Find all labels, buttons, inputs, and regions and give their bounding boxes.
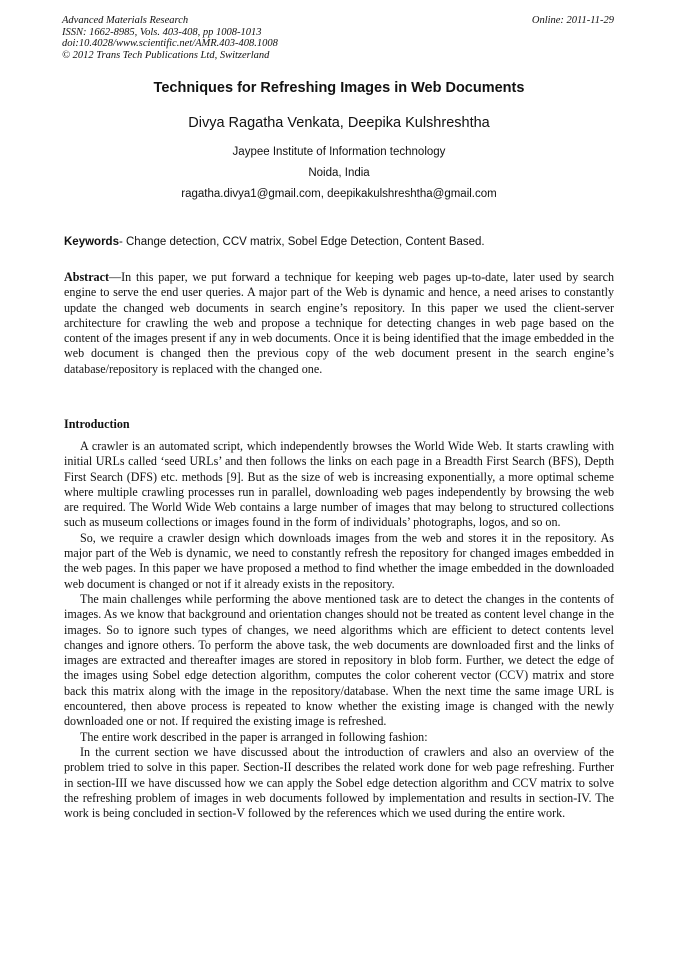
intro-paragraph: The main challenges while performing the above mentioned task are to detect the changes in the contents of images. As we know that background and orientation changes should not be treated as content level change in the images. So to ignore such types of changes, we need algorithms which are efficient to detect contents level changes and ignore others. To perform the above task, the web documents are downloaded first and the links of images are extracted and thereafter images are stored in repository in blob form. Further, we detect the edge of the images using Sobel edge detection algorithm, computes the color coherent vector (CCV) matrix and store back this matrix along with the image in the repository/database. When the next time the same image URL is encountered, then above process is repeated to know whether the existing image is changed with the newly downloaded one or not. If required the existing image is refreshed. bbox=[64, 591, 614, 729]
author-emails: ragatha.divya1@gmail.com, deepikakulshreshtha@gmail.com bbox=[181, 188, 497, 200]
intro-paragraph: So, we require a crawler design which downloads images from the web and stores it in the repository. As major part of the Web is dynamic, we need to constantly refresh the repository for changed images embedded in the web pages. In this paper we have proposed a method to find whether the image embedded in the downloaded web document is changed or not if it already exists in the repository. bbox=[64, 530, 614, 591]
abstract-block bbox=[64, 270, 614, 377]
abstract-text: —In this paper, we put forward a technique for keeping web pages up-to-date, later used by search engine to serve the end user queries. A major part of the Web is dynamic and hence, a need arises to constantly update the changed web documents in search engine’s repository. In this paper we used the client-server architecture for crawling the web and propose a technique for detecting changes in web page based on the content of the images present if any in web documents. Once it is being identified that the image embedded in the web document is changed then the previous copy of the web document present in the search engine’s database/repository is replaced with the changed one. bbox=[64, 270, 614, 376]
journal-name: Advanced Materials Research bbox=[62, 15, 189, 26]
copyright-line: © 2012 Trans Tech Publications Ltd, Switzerland bbox=[62, 49, 270, 61]
abstract-label: Abstract bbox=[64, 270, 110, 284]
affiliation-location: Noida, India bbox=[308, 167, 370, 179]
affiliation-institute: Jaypee Institute of Information technology bbox=[232, 146, 446, 158]
author-list: Divya Ragatha Venkata, Deepika Kulshreshtha bbox=[188, 115, 490, 131]
doi-line: doi:10.4028/www.scientific.net/AMR.403-408.1008 bbox=[62, 38, 278, 49]
intro-paragraph: A crawler is an automated script, which independently browses the World Wide Web. It starts crawling with initial URLs called ‘seed URLs’ and then follows the links on each page in a Breadth First Search (BFS), Depth First Search (DFS) etc. methods [9]. But as the size of web is increasing exponentially, a more optimal scheme where multiple crawling processes run in parallel, downloading web pages independently by browsing the web are required. The World Wide Web contains a large number of images that may belong to structured collections such as museum collections or images found in the form of individuals’ photographs, logos, and so on. bbox=[64, 439, 614, 530]
online-date: Online: 2011-11-29 bbox=[531, 15, 614, 26]
paper-title: Techniques for Refreshing Images in Web Documents bbox=[153, 80, 525, 96]
intro-paragraph: In the current section we have discussed about the introduction of crawlers and also an overview of the problem tried to solve in this paper. Section-II describes the related work done for web page refreshing. Further in section-III we have discussed how we can apply the Sobel edge detection algorithm and CCV matrix to solve the refreshing problem of images in web documents followed by implementation and results in section-IV. The work is being concluded in section-V followed by the references which we used during the entire work. bbox=[64, 744, 614, 821]
introduction-body bbox=[64, 439, 614, 821]
section-heading-introduction: Introduction bbox=[64, 417, 130, 431]
journal-header bbox=[62, 15, 278, 61]
keywords-label: Keywords bbox=[64, 236, 119, 248]
keywords-text: - Change detection, CCV matrix, Sobel Edge Detection, Content Based. bbox=[118, 236, 485, 248]
intro-paragraph: The entire work described in the paper is arranged in following fashion: bbox=[80, 729, 428, 744]
keywords-block bbox=[64, 236, 616, 248]
issn-line: ISSN: 1662-8985, Vols. 403-408, pp 1008-1013 bbox=[62, 26, 262, 38]
